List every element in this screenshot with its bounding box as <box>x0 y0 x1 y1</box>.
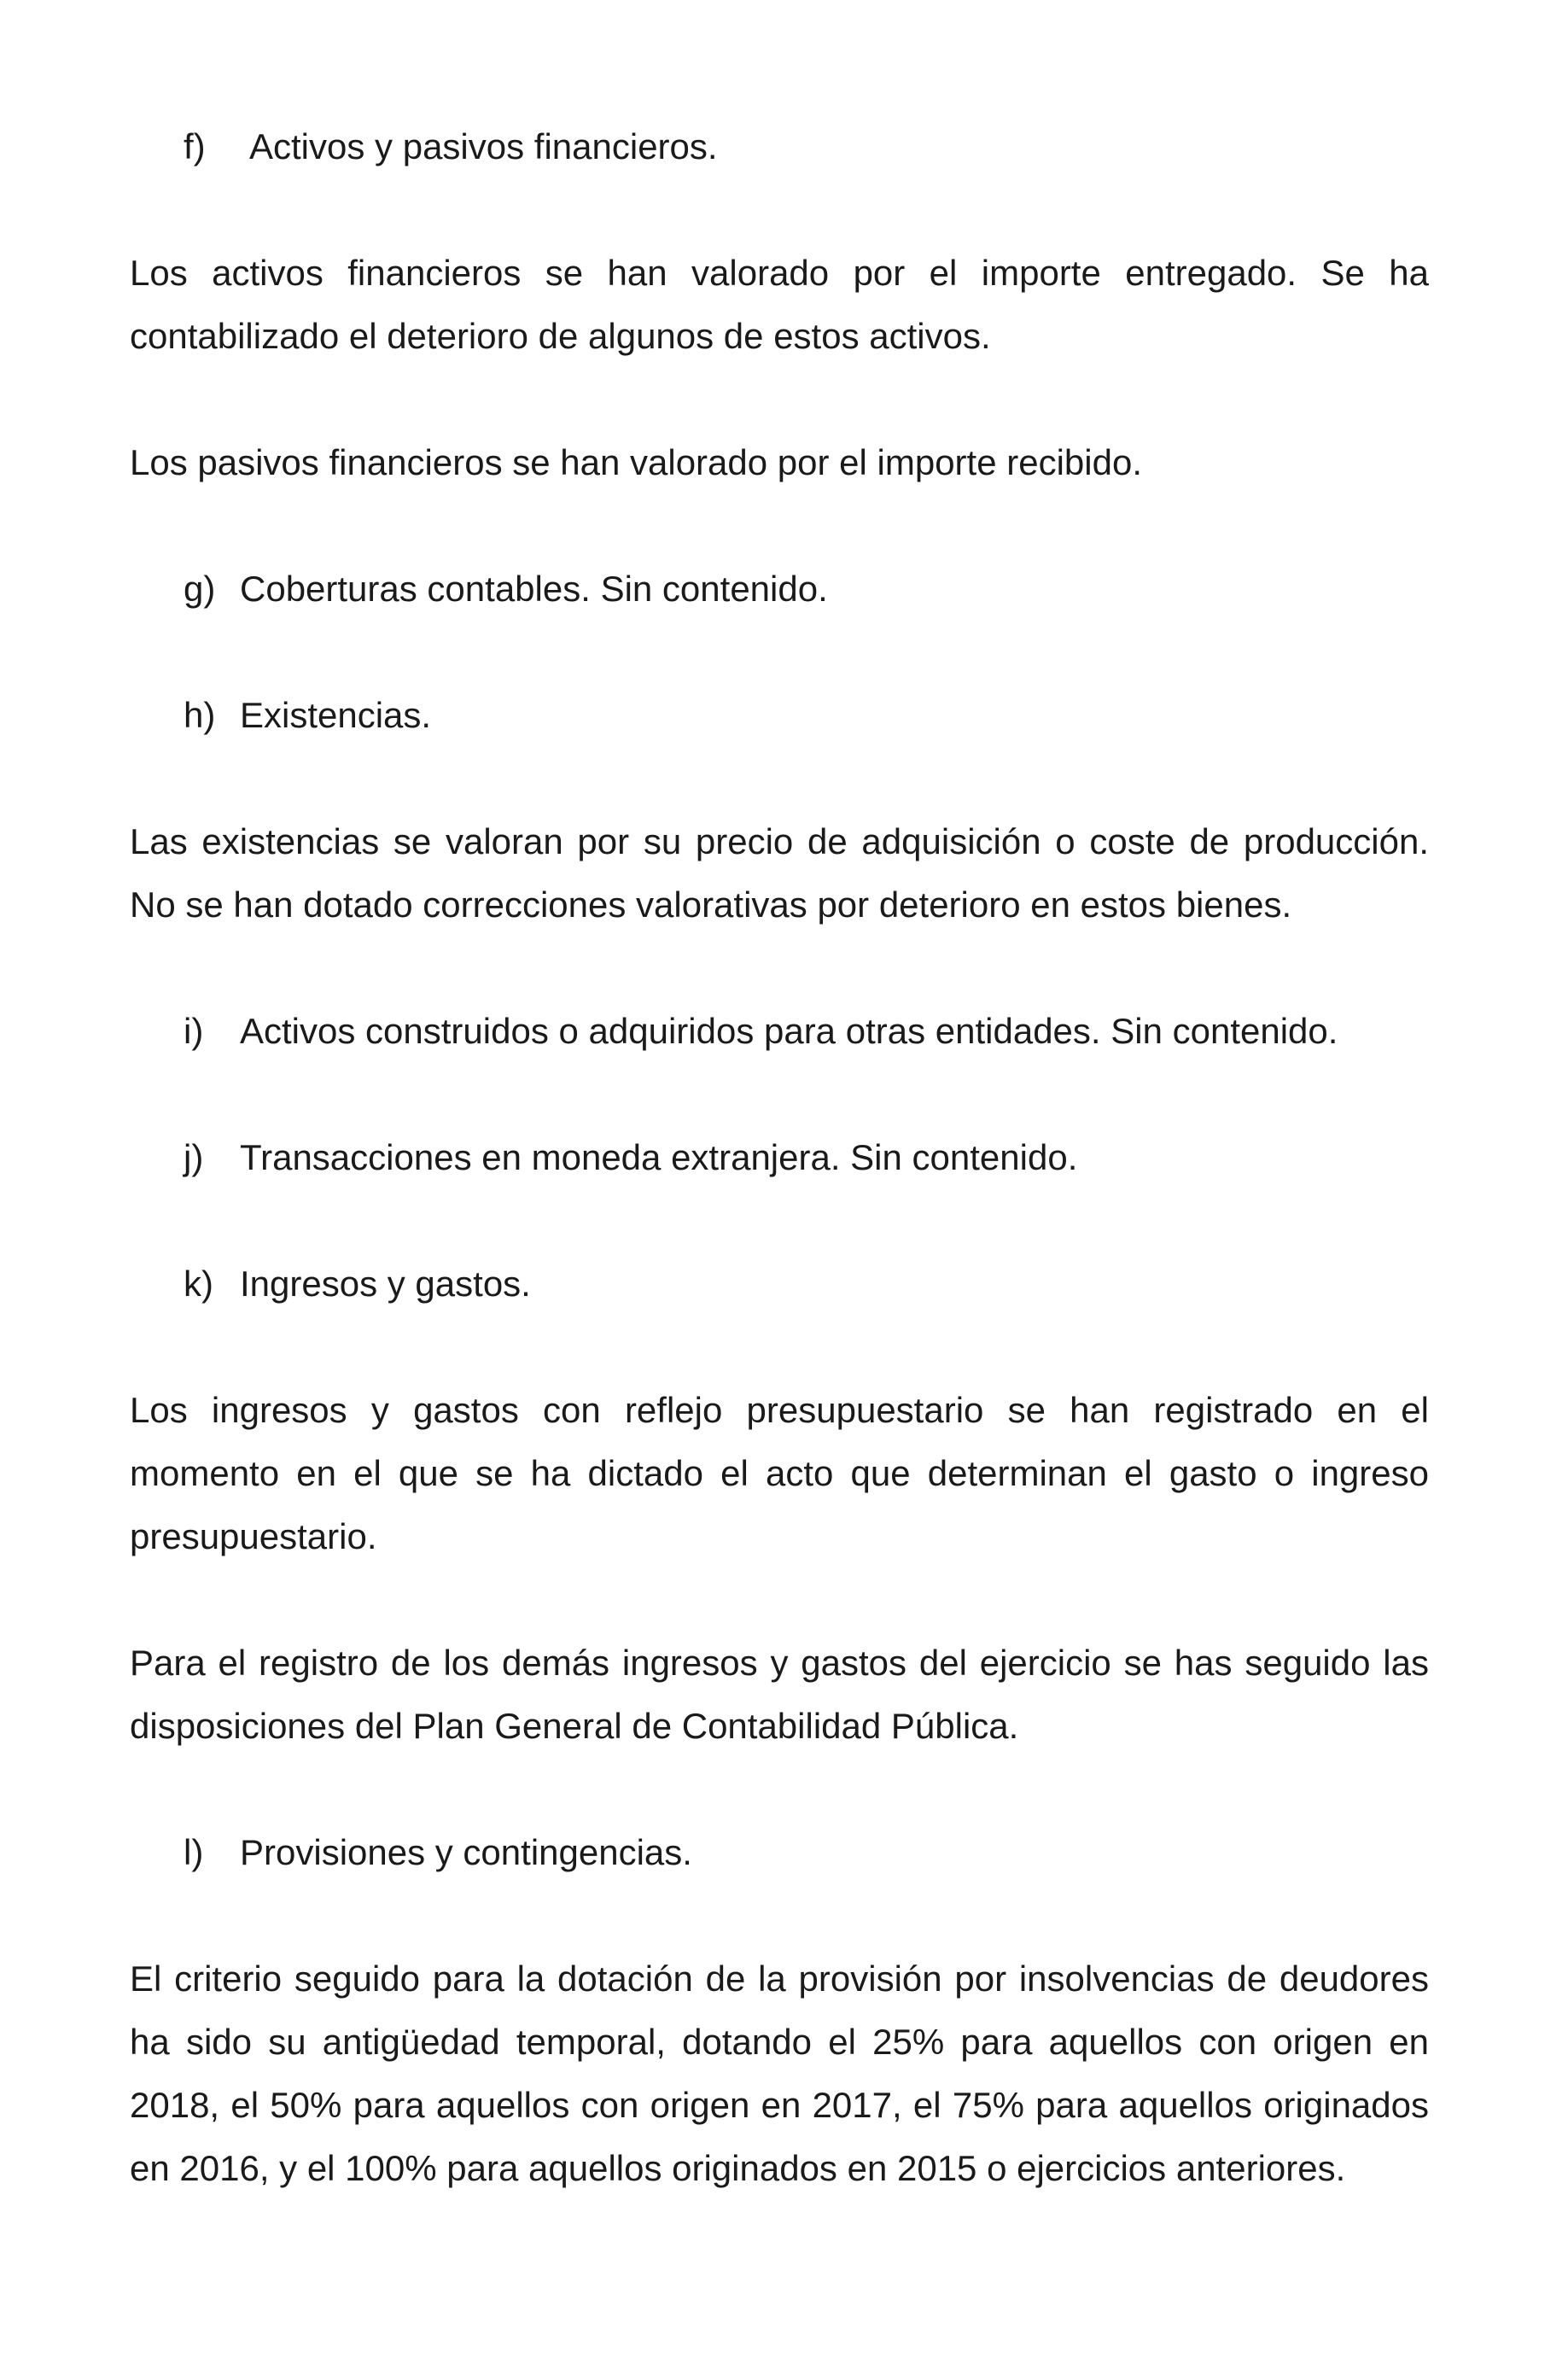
paragraph-ingresos-gastos <box>130 1379 1429 1568</box>
section-title: Provisiones y contingencias. <box>240 1832 692 1872</box>
section-title: Existencias. <box>240 695 432 735</box>
section-heading-l <box>184 1821 692 1884</box>
section-marker: l) <box>184 1832 204 1872</box>
section-marker: k) <box>184 1264 213 1304</box>
section-marker: j) <box>184 1137 204 1177</box>
section-heading-f <box>184 115 718 178</box>
paragraph-line: contabilizado el deterioro de algunos de estos activos. <box>130 316 991 356</box>
paragraph-existencias <box>130 810 1429 937</box>
paragraph-plan-general <box>130 1632 1429 1758</box>
paragraph-activos-financieros <box>130 242 1429 368</box>
section-heading-g <box>184 557 828 621</box>
section-title: Activos y pasivos financieros. <box>249 126 718 166</box>
paragraph-line: en 2016, y el 100% para aquellos originados en 2015 o ejercicios anteriores. <box>130 2148 1346 2188</box>
section-heading-i <box>184 1000 1338 1063</box>
section-title: Coberturas contables. Sin contenido. <box>240 569 828 609</box>
paragraph-line: Las existencias se valoran por su precio de adquisición o coste de producción. <box>130 821 1429 861</box>
paragraph-line: momento en el que se ha dictado el acto que determinan el gasto o ingreso <box>130 1453 1429 1493</box>
paragraph-line: No se han dotado correcciones valorativas por deterioro en estos bienes. <box>130 884 1292 925</box>
paragraph-provision-insolvencias <box>130 1947 1429 2200</box>
section-heading-h <box>184 684 431 747</box>
section-title: Activos construidos o adquiridos para otras entidades. Sin contenido. <box>240 1011 1338 1051</box>
paragraph-line: presupuestario. <box>130 1516 377 1556</box>
paragraph-line: disposiciones del Plan General de Contabilidad Pública. <box>130 1706 1019 1746</box>
paragraph-line: 2018, el 50% para aquellos con origen en 2017, el 75% para aquellos originados <box>130 2085 1429 2125</box>
paragraph-line: Los ingresos y gastos con reflejo presupuestario se han registrado en el <box>130 1390 1429 1430</box>
section-marker: i) <box>184 1011 204 1051</box>
section-marker: h) <box>184 695 216 735</box>
section-title: Ingresos y gastos. <box>240 1264 531 1304</box>
section-heading-j <box>184 1126 1077 1189</box>
section-heading-k <box>184 1252 531 1316</box>
paragraph-line: ha sido su antigüedad temporal, dotando el 25% para aquellos con origen en <box>130 2022 1429 2062</box>
section-marker: f) <box>184 126 206 166</box>
paragraph-line: Los pasivos financieros se han valorado por el importe recibido. <box>130 442 1142 482</box>
paragraph-line: El criterio seguido para la dotación de la provisión por insolvencias de deudores <box>130 1958 1429 1999</box>
paragraph-line: Para el registro de los demás ingresos y gastos del ejercicio se has seguido las <box>130 1643 1429 1683</box>
paragraph-pasivos-financieros <box>130 431 1429 494</box>
paragraph-line: Los activos financieros se han valorado por el importe entregado. Se ha <box>130 253 1429 293</box>
section-title: Transacciones en moneda extranjera. Sin contenido. <box>240 1137 1078 1177</box>
section-marker: g) <box>184 569 216 609</box>
